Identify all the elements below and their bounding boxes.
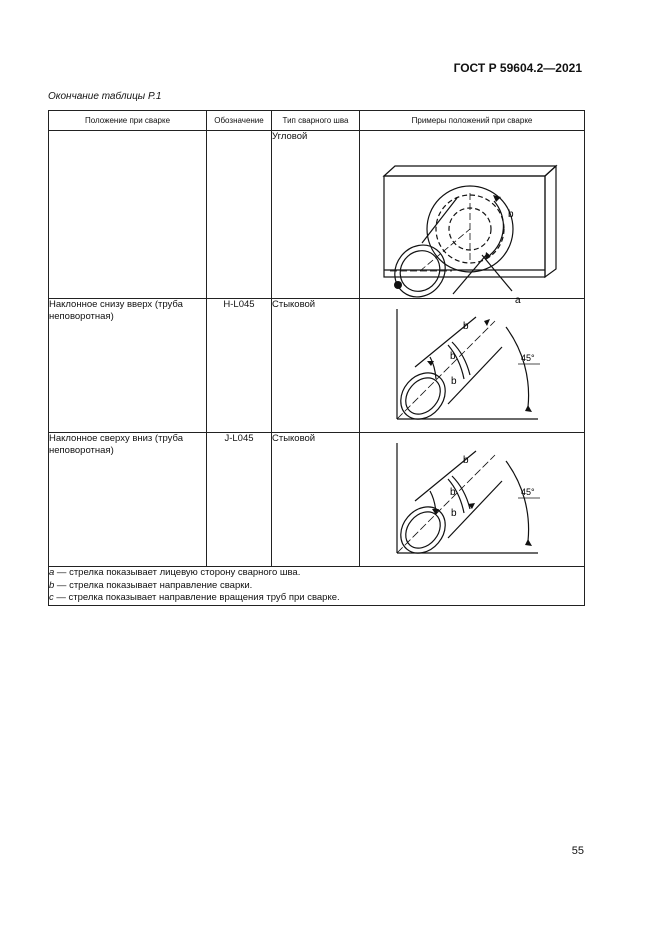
standard-code: ГОСТ Р 59604.2—2021 [453, 61, 582, 75]
column-header: Примеры положений при сварке [360, 111, 585, 131]
position-cell: Наклонное снизу вверх (труба неповоротная) [49, 299, 207, 433]
angle-label: 45° [521, 353, 535, 363]
figure-label: b [451, 508, 457, 519]
figure-label: b [463, 321, 469, 332]
table-row [49, 433, 585, 567]
table-caption: Окончание таблицы Р.1 [48, 91, 162, 102]
designation-cell: H-L045 [207, 299, 272, 433]
table-row [49, 131, 585, 299]
figure-label: b [463, 455, 469, 466]
designation-cell: J-L045 [207, 433, 272, 567]
position-cell: Наклонное сверху вниз (труба неповоротная) [49, 433, 207, 567]
note-line: a — стрелка показывает лицевую сторону сварного шва. [49, 567, 301, 578]
table-row [49, 299, 585, 433]
note-line: b — стрелка показывает направление сварки. [49, 579, 253, 591]
fillet-weld-figure [360, 131, 584, 306]
figure-label: b [450, 351, 456, 362]
table-header-row [49, 111, 585, 131]
figure-label: b [508, 209, 514, 220]
page-number: 55 [571, 845, 584, 857]
example-figure-cell [360, 299, 585, 433]
weld-type-cell: Стыковой [272, 433, 360, 567]
figure-label: a [515, 295, 521, 306]
notes-cell [49, 567, 585, 606]
figure-label: b [450, 487, 456, 498]
column-header: Положение при сварке [49, 111, 207, 131]
note-line: c — стрелка показывает направление вращения труб при сварке. [49, 592, 340, 603]
inclined-pipe-up-figure [360, 299, 584, 431]
inclined-pipe-down-figure [360, 433, 584, 565]
figure-label: b [451, 376, 457, 387]
weld-type-cell: Стыковой [272, 299, 360, 433]
example-figure-cell [360, 433, 585, 567]
notes-row [49, 567, 585, 606]
angle-label: 45° [521, 487, 535, 497]
column-header: Тип сварного шва [272, 111, 360, 131]
welding-positions-table [48, 110, 585, 606]
column-header: Обозначение [207, 111, 272, 131]
weld-type-cell: Угловой [272, 131, 360, 299]
designation-cell [207, 131, 272, 299]
example-figure-cell [360, 131, 585, 306]
position-cell [49, 131, 207, 299]
